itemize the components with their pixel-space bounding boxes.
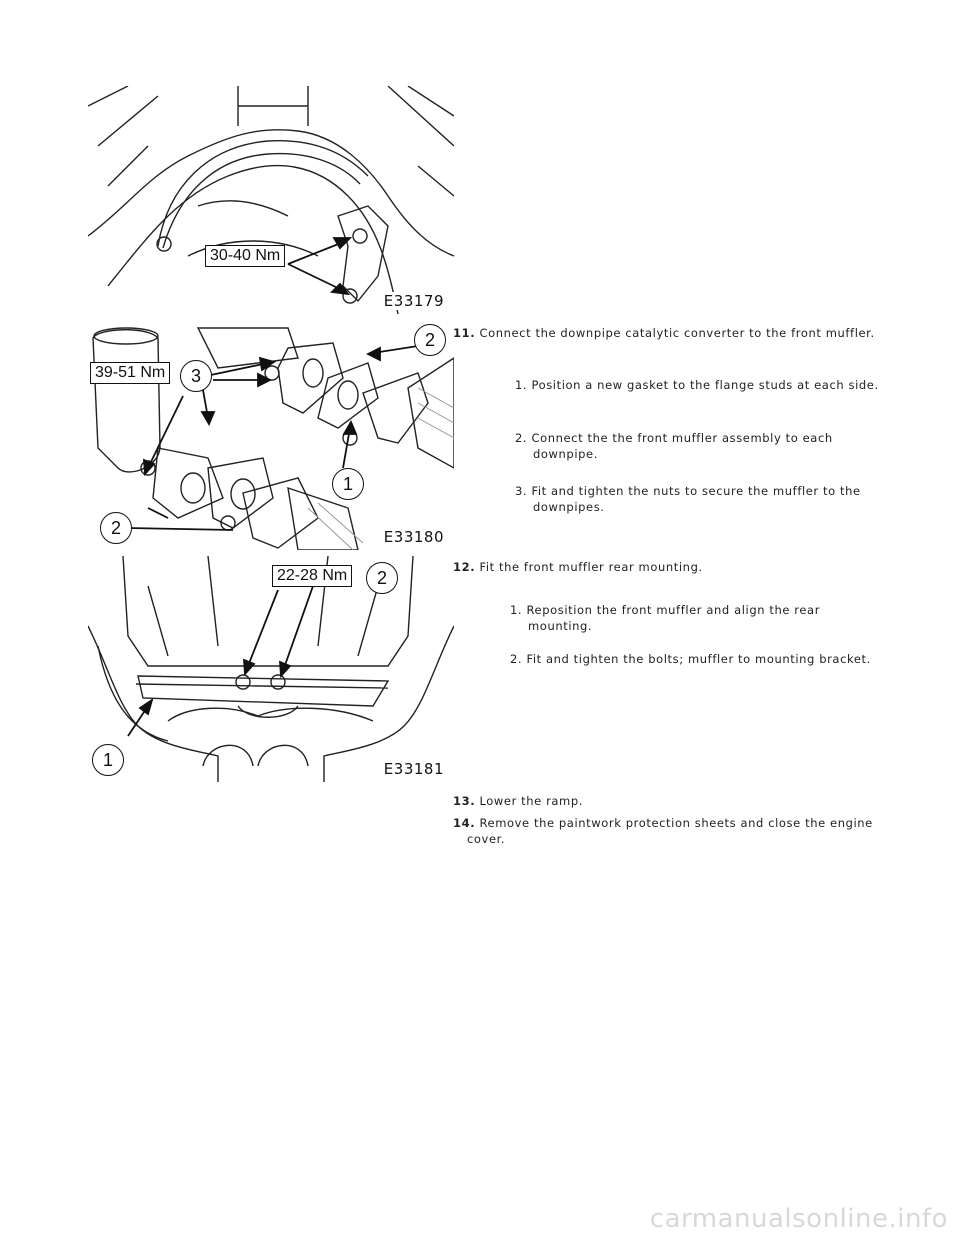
substep-number: 2. bbox=[515, 431, 528, 445]
substep-number: 1. bbox=[515, 378, 528, 392]
substep-text: Reposition the front muffler and align the rear mounting. bbox=[526, 603, 821, 633]
figure-label: E33179 bbox=[383, 292, 444, 310]
step-14 bbox=[453, 815, 897, 847]
torque-spec-label: 22-28 Nm bbox=[272, 565, 352, 587]
step-number: 11. bbox=[453, 326, 476, 340]
step-text: Lower the ramp. bbox=[479, 794, 584, 808]
step-number: 12. bbox=[453, 560, 476, 574]
callout-2: 2 bbox=[100, 512, 132, 544]
substep-12-2 bbox=[510, 651, 888, 667]
torque-spec-label: 39-51 Nm bbox=[90, 362, 170, 384]
callout-1: 1 bbox=[92, 744, 124, 776]
step-text: Fit the front muffler rear mounting. bbox=[479, 560, 703, 574]
figure-label: E33181 bbox=[383, 760, 444, 778]
substep-text: Connect the the front muffler assembly to each downpipe. bbox=[531, 431, 833, 461]
callout-3: 3 bbox=[180, 360, 212, 392]
substep-11-2 bbox=[515, 430, 893, 462]
substep-number: 3. bbox=[515, 484, 528, 498]
torque-spec-label: 30-40 Nm bbox=[205, 245, 285, 267]
step-11 bbox=[453, 325, 897, 341]
step-text: Connect the downpipe catalytic converter to the front muffler. bbox=[479, 326, 875, 340]
substep-number: 2. bbox=[510, 652, 523, 666]
figure-label: E33180 bbox=[383, 528, 444, 546]
step-text: Remove the paintwork protection sheets and close the engine cover. bbox=[467, 816, 873, 846]
callout-1: 1 bbox=[332, 468, 364, 500]
catalytic-converter-muffler-illustration bbox=[88, 318, 454, 550]
substep-text: Fit and tighten the nuts to secure the muffler to the downpipes. bbox=[531, 484, 861, 514]
watermark: carmanualsonline.info bbox=[649, 1204, 948, 1234]
step-12 bbox=[453, 559, 883, 575]
substep-12-1 bbox=[510, 602, 888, 634]
substep-text: Position a new gasket to the flange studs at each side. bbox=[531, 378, 879, 392]
callout-2: 2 bbox=[366, 562, 398, 594]
substep-11-3 bbox=[515, 483, 893, 515]
substep-number: 1. bbox=[510, 603, 523, 617]
muffler-rear-mounting-illustration bbox=[88, 556, 454, 782]
exhaust-manifold-illustration bbox=[88, 86, 454, 314]
substep-11-1 bbox=[515, 377, 893, 393]
callout-2: 2 bbox=[414, 324, 446, 356]
figure-e33181 bbox=[88, 556, 454, 782]
figure-e33179 bbox=[88, 86, 454, 314]
substep-text: Fit and tighten the bolts; muffler to mounting bracket. bbox=[526, 652, 871, 666]
step-number: 13. bbox=[453, 794, 476, 808]
step-number: 14. bbox=[453, 816, 476, 830]
figure-e33180 bbox=[88, 318, 454, 550]
step-13 bbox=[453, 793, 883, 809]
